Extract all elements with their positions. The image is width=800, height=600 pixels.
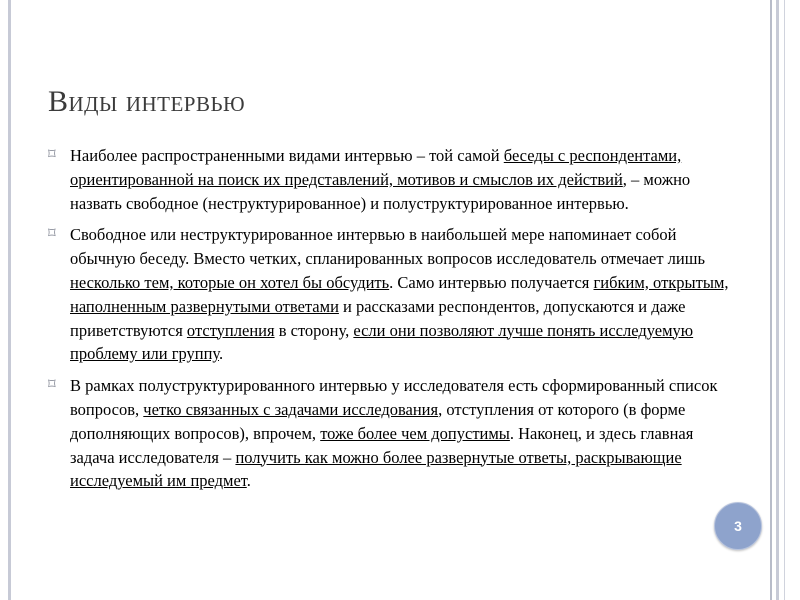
right-border-line xyxy=(776,0,779,600)
page-number-badge: 3 xyxy=(714,502,762,550)
bullet-paragraph xyxy=(48,144,738,215)
bullet-icon: ⌑ xyxy=(48,226,56,243)
paragraph-text: и рассказами респондентов, допускаются и даже приветствуются xyxy=(70,296,686,340)
underlined-text: беседы с респондентами, ориентированной на поиск их представлений, мотивов и смыслов их действий xyxy=(70,146,682,189)
underlined-text: отступления xyxy=(186,320,275,340)
paragraph-text: . xyxy=(246,471,251,491)
paragraph-text: Свободное или неструктурированное интервью в наибольшей мере напоминает собой обычную беседу. Вместо четких, спланированных вопросов исследователь отмечает лишь xyxy=(70,225,705,269)
paragraph-text: В рамках полуструктурированного интервью у исследователя есть сформированный список вопросов, xyxy=(70,376,718,419)
underlined-text: несколько тем, которые он хотел бы обсудить xyxy=(70,272,390,292)
bullet-icon: ⌑ xyxy=(48,377,56,394)
underlined-text: тоже более чем допустимы xyxy=(320,423,510,443)
bullet-icon: ⌑ xyxy=(48,147,56,163)
paragraph-text: . Наконец, и здесь главная задача исследователя – xyxy=(70,423,694,467)
underlined-text: четко связанных с задачами исследования xyxy=(143,399,439,419)
right-border-line xyxy=(770,0,772,600)
left-border-line xyxy=(8,0,11,600)
paragraph-text: Наиболее распространенными видами интервью – той самой xyxy=(70,146,504,165)
slide-body xyxy=(48,144,738,501)
slide-title: Виды интервью xyxy=(48,85,246,118)
right-border-line xyxy=(784,0,785,600)
bullet-paragraph xyxy=(48,374,738,493)
paragraph-text: , – можно назвать свободное (неструктурированное) и полуструктурированное интервью. xyxy=(70,169,691,213)
bullet-paragraph xyxy=(48,223,738,366)
paragraph-text: в сторону, xyxy=(274,320,354,340)
paragraph-text: . xyxy=(219,344,224,364)
underlined-text: гибким, открытым, наполненным развернутыми ответами xyxy=(70,272,729,316)
paragraph-text: , отступления от которого (в форме дополняющих вопросов), впрочем, xyxy=(70,399,686,443)
underlined-text: получить как можно более развернутые ответы, раскрывающие исследуемый им предмет xyxy=(70,447,682,491)
underlined-text: если они позволяют лучше понять исследуемую проблему или группу xyxy=(70,320,694,364)
paragraph-text: . Само интервью получается xyxy=(389,272,594,292)
